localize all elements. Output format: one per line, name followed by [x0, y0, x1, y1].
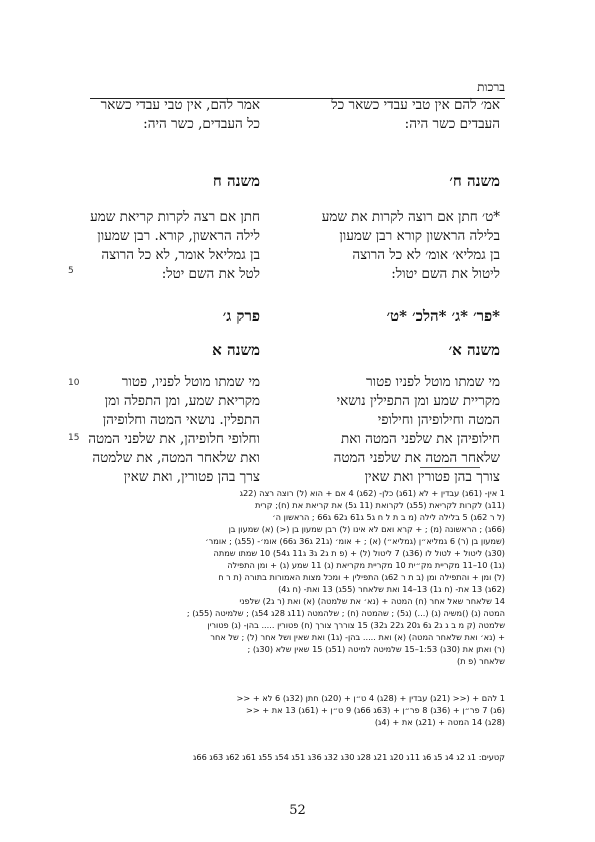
- line-number: 10: [68, 378, 80, 388]
- note-line: המטה (ג) ()משיה (ג) (...) (ג5) ; שהמטה (ח) ; שלהמטה (11ג 28ג 54ג) ; שלמיטה (55ג) ;: [186, 608, 505, 618]
- text-line: וחלופי חלופיהן, את שלפני המטה: [88, 431, 260, 447]
- lc-block-1: [50, 96, 260, 134]
- note-line: (ל) ומן + והתפילה ומן (ב ת ר 62ג) התפילין + ומכל מצות האמורות בתורה (ת ר ח: [218, 572, 505, 582]
- text-line: מקריית שמע ומן התפילין נושאי: [336, 393, 500, 409]
- text-line: *ט׳ חתן אם רוצה לקרות את שמע: [321, 209, 500, 225]
- text-line: לטל את השם יטל:: [161, 266, 260, 282]
- line-number: 5: [68, 266, 74, 276]
- fragments-list: קטעים: 1ג 2ג 4ג 5ג 6ג 11ג 20ג 21ג 28ג 30ג 32ג 36ג 51ג 54ג 55ג 61ג 62ג 63ג 66ג: [193, 752, 505, 762]
- note-line: (62ג) 13 את- (ח ג1) 13–14 ואת שלאחר (55ג) 13 ואת- (ח ג4): [278, 584, 505, 594]
- note-line: שלאחר (פ ת): [457, 656, 505, 666]
- text-line: חילופיהן את שלפני המטה ואת: [341, 431, 500, 447]
- text-line: לילה הראשון, קורא. רבן שמעון: [97, 228, 260, 244]
- running-header: ברכות: [477, 80, 505, 94]
- text-line: ואת שלאחר המטה, את שלמטה: [92, 450, 260, 466]
- rc-heading-mishna-8: משנה ח׳: [449, 172, 500, 190]
- rc-block-2: [285, 208, 500, 284]
- footnote-rule: [420, 467, 480, 468]
- note-line: (11ג) לקרות לקריאת (55ג) לקרואת (11 ג5) את קריאת את (ח); קרית: [254, 500, 505, 510]
- line-number: 15: [68, 433, 80, 443]
- note-line: 1 אין- (61ג) עבדין + לא (61ג) כלן- (62ג) 4 אם + הוא (ל) רוצה רצה (22ג: [239, 488, 505, 498]
- text-line: מי שמתו מוטל לפניו, פטור: [121, 374, 260, 390]
- text-line: צרך בהן פטורין, ואת שאין: [123, 469, 260, 485]
- note-line: (6ג) 7 פר״ן + (36ג) 8 פר״ן + (63ג 66ג) 9 ט״ן + (61ג) 13 את + <<: [245, 705, 505, 715]
- text-line: מקריאת שמע, ומן התפלה ומן: [104, 393, 260, 409]
- text-line: אמ׳ להם אין טבי עבדי כשאר כל: [331, 97, 500, 113]
- text-line: שלאחר המטה את שלפני המטה: [333, 450, 500, 466]
- lc-heading-mishna-1: משנה א: [212, 341, 260, 359]
- text-line: בן גמליא׳ אומ׳ לא כל הרוצה: [352, 247, 500, 263]
- lc-block-3: [50, 373, 260, 487]
- apparatus-notes-secondary: [90, 692, 505, 728]
- lc-heading-chapter: פרק ג׳: [222, 307, 260, 325]
- text-line: העבדים כשר היה:: [404, 116, 500, 132]
- text-line: בן גמליאל אומר, לא כל הרוצה: [101, 247, 260, 263]
- text-line: אמר להם, אין טבי עבדי כשאר: [100, 97, 260, 113]
- note-line: (28ג) 14 המטה + (21ג) את + (4ג): [374, 717, 505, 727]
- text-line: התפלין. נושאי המטה וחלופיהן: [102, 412, 260, 428]
- text-line: צורך בהן פטורין ואת שאין: [364, 469, 500, 485]
- rc-block-3: [285, 373, 500, 487]
- text-line: כל העבדים, כשר היה:: [143, 116, 260, 132]
- note-line: (שמעון בן (ר) 6 גמליא״ן (גמליא״) (א) ; + אומ׳ (ג21 ג36 ג66) אומ׳- (55ג) ; אומר׳: [205, 536, 505, 546]
- lc-heading-mishna-8: משנה ח: [212, 172, 260, 190]
- note-line: (66ג) ; הראשונה (מ) ; + קרא ואם לא אינו (ל) רבן שמעון בן (<) (א) שמעון בן: [228, 524, 505, 534]
- rc-heading-mishna-1: משנה א׳: [448, 341, 500, 359]
- note-line: 1 להם + (<< (21ג) עבדין + (28ג) 4 ט״ן + (20ג) חתן (32ג) 6 לא + <<: [236, 693, 505, 703]
- text-line: חתן אם רצה לקרות קריאת שמע: [90, 209, 260, 225]
- apparatus-notes-main: [90, 487, 505, 667]
- rc-block-1: [285, 96, 500, 134]
- note-line: שלמטה (ק מ ב ג ג2 ג6 ג20 ג22 ג32) 15 צוררך צורך (ח) פטורין ..... בהן- (ג) פטורין: [207, 620, 505, 630]
- text-line: המטה וחילופיהן וחילופי: [377, 412, 500, 428]
- note-line: (30ג) ליטול + לטול לו (36ג) 7 ליטול (ל) + (פ ת ג2 ג3 ג11 ג54) 10 שמתו שמתה: [213, 548, 505, 558]
- text-line: ליטול את השם יטול:: [391, 266, 500, 282]
- text-line: מי שמתו מוטל לפניו פטור: [366, 374, 500, 390]
- note-line: (ל ר 62ג) 5 בלילה לילה (מ ב ת ל ח ג5 ג61 ג62 ג66 ; הראשון ה׳: [272, 512, 505, 522]
- note-line: (ר) ואתן את (30ג) 1:53–15 שלמיטה למיטה (51ג) 15 שאין שלא (30ג) ;: [247, 644, 505, 654]
- rc-heading-chapter: *פר׳ *ג׳ *הלכ׳ *ט׳: [386, 307, 500, 325]
- note-line: 14 שלאחר שאל אחר (ח) המטה + (נא׳ את שלמטה) (א) ואת (ר ג2) שלפני: [239, 596, 505, 606]
- page-number: 52: [289, 803, 306, 818]
- text-line: בלילה הראשון קורא רבן שמעון: [339, 228, 500, 244]
- note-line: + (נא׳ ואת שלאחר המטה) (א) ואת ..... בהן- (ג1) ואת שאין ושל אחר (ל) ; של אחר: [210, 632, 505, 642]
- lc-block-2: [50, 208, 260, 284]
- note-line: (ג1) 10–11 מקריית מק״ית 10 מקריית מקריאת (ג) 11 שמע (ג) + ומן התפילה: [227, 560, 505, 570]
